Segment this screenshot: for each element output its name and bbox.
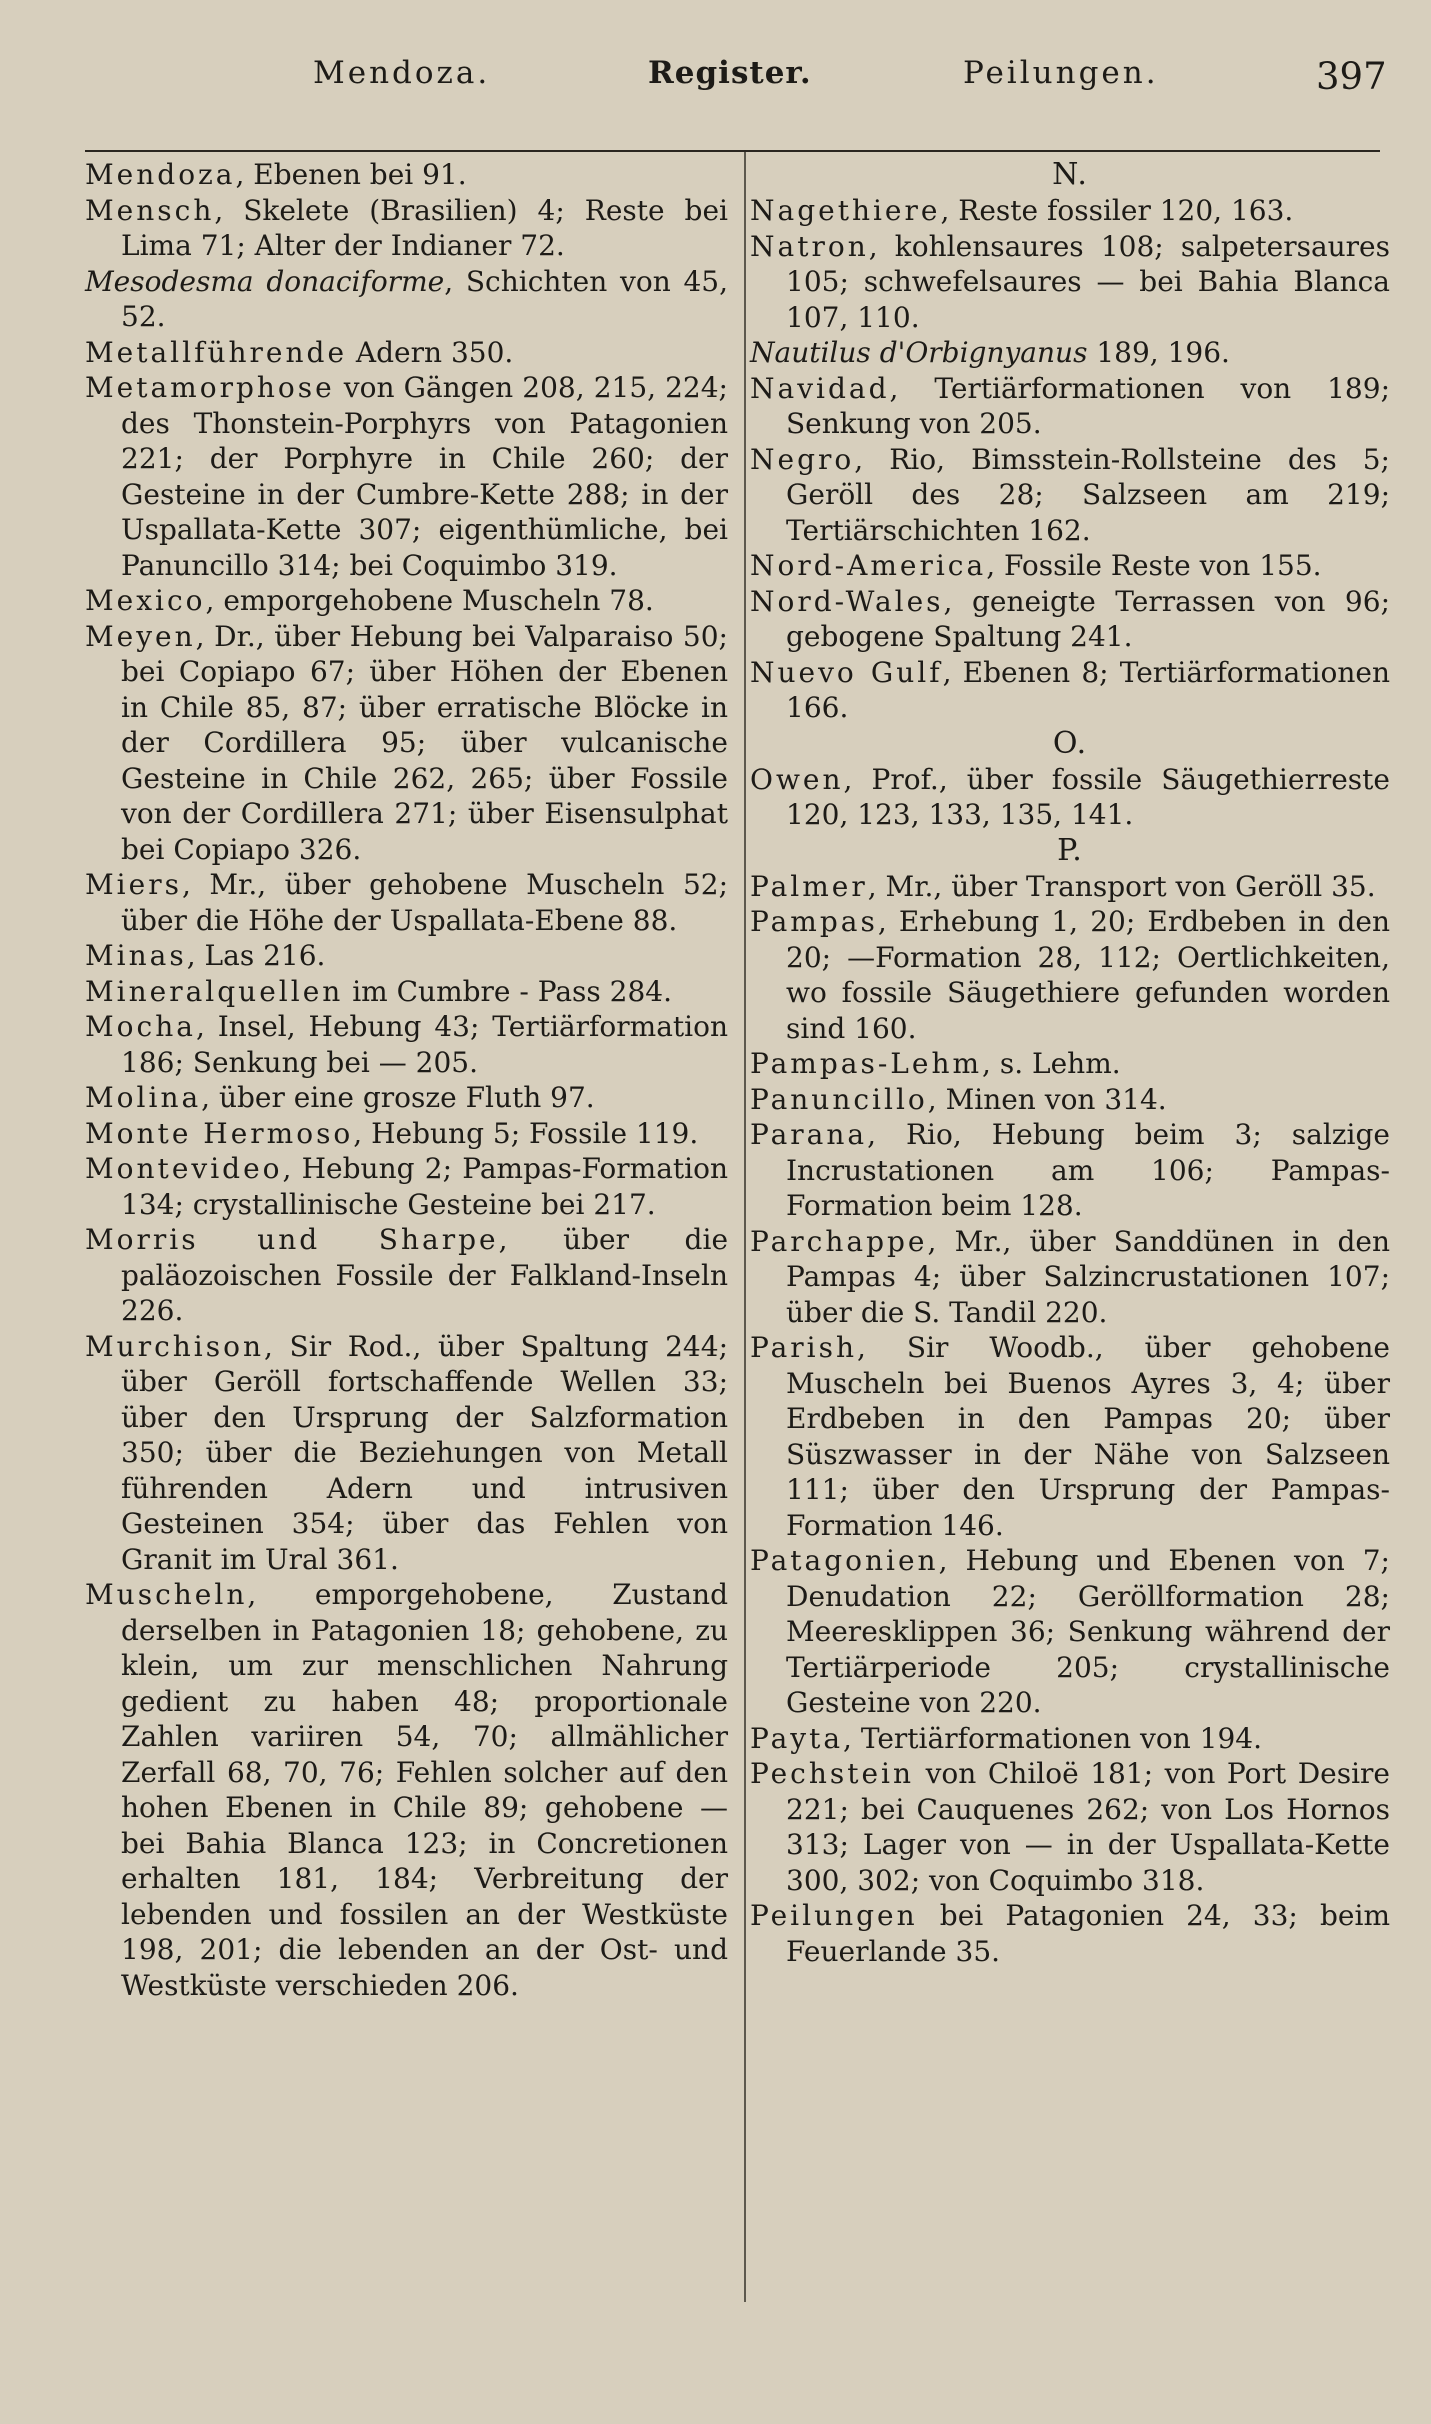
entry-text: , Ebenen 8; Tertiärformationen 166. — [786, 655, 1390, 724]
index-entry — [85, 264, 728, 335]
index-entry — [750, 229, 1390, 336]
index-entry — [750, 1082, 1390, 1118]
index-entry — [85, 1080, 728, 1116]
entry-text: , Mr., über Sanddünen in den Pampas 4; über Salzincrustationen 107; über die S. Tandil 220. — [786, 1224, 1390, 1329]
index-entry — [750, 335, 1390, 371]
entry-text: , Rio, Hebung beim 3; salzige Incrustationen am 106; Pampas-Formation beim 128. — [786, 1118, 1390, 1222]
index-entry — [750, 869, 1390, 905]
header-left-term: Mendoza. — [313, 55, 491, 91]
entry-term: Patagonien — [750, 1544, 939, 1577]
entry-term: Pampas-Lehm — [750, 1047, 983, 1080]
entry-term: Parchappe — [750, 1224, 928, 1258]
entry-term: Payta — [750, 1721, 844, 1755]
entry-text: von Chiloë 181; von Port Desire 221; bei Cauquenes 262; von Los Hornos 313; Lager von — in der Uspallata-Kette 300, 302; von Coquimbo 318. — [786, 1757, 1390, 1897]
index-entry — [85, 1116, 728, 1152]
index-entry — [750, 655, 1390, 726]
entry-text: , emporgehobene, Zustand derselben in Patagonien 18; gehobene, zu klein, um zur menschlichen Nahrung gedient zu haben 48; proportionale Zahlen variiren 54, 70; allmählicher Zerfall 68, 70, 76; Fehlen solcher auf den hohen Ebenen in Chile 89; gehobene — bei Bahia Blanca 123; in Concretionen erhalten 181, 184; Verbreitung der lebenden und fossilen an der Westküste 198, 201; die lebenden an der Ost- und Westküste verschieden 206. — [121, 1578, 728, 2002]
entry-text: , über die paläozoischen Fossile der Falkland-Inseln 226. — [121, 1223, 729, 1327]
index-entry — [85, 583, 728, 619]
index-entry — [750, 1330, 1390, 1543]
index-entry — [85, 1577, 728, 2003]
entry-text: , s. Lehm. — [982, 1047, 1121, 1080]
entry-term: Nord-Wales — [750, 584, 944, 618]
header-title: Register. — [648, 55, 812, 91]
index-entry — [85, 193, 728, 264]
entry-term: Montevideo — [85, 1152, 283, 1185]
left-column — [85, 157, 728, 2003]
entry-term: Peilungen — [750, 1899, 918, 1932]
entry-text: , Fossile Reste von 155. — [986, 549, 1322, 582]
entry-text: , emporgehobene Muscheln 78. — [205, 584, 654, 617]
index-entry — [750, 442, 1390, 549]
index-entry — [750, 193, 1390, 229]
index-entry — [750, 1543, 1390, 1721]
entry-term: Miers — [85, 868, 182, 901]
index-entry — [85, 867, 728, 938]
index-entry — [750, 904, 1390, 1046]
entry-term: Morris und Sharpe — [85, 1223, 499, 1256]
entry-text: , Reste fossiler 120, 163. — [940, 194, 1294, 227]
entry-term: Nord-America — [750, 549, 987, 582]
entry-text: von Gängen 208, 215, 224; des Thonstein-Porphyrs von Patagonien 221; der Porphyre in Chile 260; der Gesteine in der Cumbre-Kette 288; in der Uspallata-Kette 307; eigenthümliche, bei Panuncillo 314; bei Coquimbo 319. — [121, 371, 728, 582]
header-right-term: Peilungen. — [963, 55, 1159, 91]
entry-text: , Tertiärformationen von 189; Senkung von 205. — [786, 371, 1390, 440]
index-entry — [750, 371, 1390, 442]
entry-term: Parana — [750, 1118, 868, 1151]
index-entry — [750, 1756, 1390, 1898]
page-number: 397 — [1316, 55, 1387, 98]
section-letter: N. — [1052, 157, 1088, 192]
entry-text: , Las 216. — [186, 939, 326, 972]
index-entry — [750, 548, 1390, 584]
entry-term: Mocha — [85, 1010, 196, 1043]
entry-term: Minas — [85, 939, 187, 972]
index-entry — [750, 1117, 1390, 1224]
entry-text: bei Patagonien 24, 33; beim Feuerlande 35. — [786, 1899, 1390, 1968]
index-entry — [85, 1151, 728, 1222]
section-letter: P. — [1057, 832, 1083, 868]
entry-term: Natron — [750, 229, 869, 263]
entry-text: , Sir Woodb., über gehobene Muscheln bei Buenos Ayres 3, 4; über Erdbeben in den Pampas 20; über Süszwasser in der Nähe von Salzseen 111; über den Ursprung der Pampas-Formation 146. — [786, 1331, 1390, 1542]
entry-text: , Erhebung 1, 20; Erdbeben in den 20; —Formation 28, 112; Oertlichkeiten, wo fossile Säugethiere gefunden worden sind 160. — [786, 905, 1390, 1045]
index-entry — [85, 1009, 728, 1080]
entry-term: Mendoza — [85, 158, 236, 191]
entry-term: Metamorphose — [85, 371, 335, 404]
entry-text: , Mr., über gehobene Muscheln 52; über die Höhe der Uspallata-Ebene 88. — [121, 868, 728, 937]
index-entry — [85, 1222, 728, 1329]
entry-text: , Prof., über fossile Säugethierreste 120, 123, 133, 135, 141. — [786, 762, 1390, 831]
index-entry — [85, 157, 728, 193]
entry-text: , Hebung 5; Fossile 119. — [353, 1116, 699, 1150]
entry-term: Murchison — [85, 1329, 265, 1363]
entry-text: , Schichten von 45, 52. — [121, 264, 728, 333]
entry-term: Mineralquellen — [85, 974, 344, 1008]
entry-text: , Ebenen bei 91. — [235, 158, 467, 191]
entry-term: Mensch — [85, 193, 215, 227]
entry-text: , kohlensaures 108; salpetersaures 105; schwefelsaures — bei Bahia Blanca 107, 110. — [786, 229, 1390, 334]
entry-term: Mesodesma donaciforme — [85, 264, 445, 298]
entry-text: , Rio, Bimsstein-Rollsteine des 5; Geröll des 28; Salzseen am 219; Tertiärschichten 162. — [786, 442, 1390, 547]
index-entry — [750, 1898, 1390, 1969]
entry-text: , Hebung und Ebenen von 7; Denudation 22; Geröllformation 28; Meeresklippen 36; Senkung während der Tertiärperiode 205; crystallinische Gesteine von 220. — [786, 1544, 1390, 1719]
entry-term: Molina — [85, 1081, 202, 1114]
entry-term: Nagethiere — [750, 194, 941, 227]
index-entry — [85, 619, 728, 868]
entry-text: , über eine grosze Fluth 97. — [201, 1081, 595, 1114]
entry-text: , Hebung 2; Pampas-Formation 134; crystallinische Gesteine bei 217. — [121, 1152, 728, 1221]
entry-term: Nuevo Gulf — [750, 655, 943, 689]
entry-term: Palmer — [750, 869, 868, 903]
entry-text: , Sir Rod., über Spaltung 244; über Geröll fortschaffende Wellen 33; über den Ursprung der Salzformation 350; über die Beziehungen von Metall führenden Adern und intrusiven Gesteinen 354; über das Fehlen von Granit im Ural 361. — [121, 1329, 728, 1576]
column-divider — [744, 152, 746, 2302]
entry-term: Parish — [750, 1331, 858, 1364]
index-entry — [85, 974, 728, 1010]
index-entry — [750, 1721, 1390, 1757]
section-letter: O. — [1052, 725, 1088, 761]
header-rule — [85, 150, 1380, 152]
entry-text: , Dr., über Hebung bei Valparaiso 50; bei Copiapo 67; über Höhen der Ebenen in Chile 85, 87; über erratische Blöcke in der Cordillera 95; über vulcanische Gesteine in Chile 262, 265; über Fossile von der Cordillera 271; über Eisensulphat bei Copiapo 326. — [121, 619, 728, 866]
index-entry — [85, 938, 728, 974]
entry-text: , Minen von 314. — [927, 1082, 1167, 1116]
right-column — [750, 157, 1390, 1969]
entry-text: , geneigte Terrassen von 96; gebogene Spaltung 241. — [786, 584, 1390, 653]
entry-term: Mexico — [85, 584, 206, 617]
entry-text: Adern 350. — [347, 335, 514, 369]
index-entry — [750, 1224, 1390, 1331]
entry-term: Pechstein — [750, 1757, 915, 1790]
index-entry — [750, 584, 1390, 655]
entry-term: Metallführende — [85, 335, 348, 369]
entry-text: im Cumbre - Pass 284. — [343, 974, 673, 1008]
index-entry — [85, 370, 728, 583]
entry-term: Nautilus d'Orbignyanus — [750, 336, 1088, 369]
entry-term: Meyen — [85, 619, 196, 653]
entry-text: , Insel, Hebung 43; Tertiärformation 186; Senkung bei — 205. — [121, 1010, 728, 1079]
entry-term: Muscheln — [85, 1578, 248, 1611]
entry-term: Owen — [750, 762, 844, 796]
entry-term: Monte Hermoso — [85, 1116, 354, 1150]
entry-term: Pampas — [750, 905, 878, 938]
entry-text: , Mr., über Transport von Geröll 35. — [867, 869, 1376, 903]
entry-text: 189, 196. — [1087, 336, 1230, 369]
index-entry — [85, 335, 728, 371]
running-header — [0, 55, 1431, 99]
entry-term: Panuncillo — [750, 1082, 928, 1116]
entry-text: , Tertiärformationen von 194. — [843, 1721, 1262, 1755]
index-entry — [750, 1046, 1390, 1082]
entry-term: Navidad — [750, 371, 890, 405]
entry-term: Negro — [750, 442, 855, 476]
entry-text: , Skelete (Brasilien) 4; Reste bei Lima 71; Alter der Indianer 72. — [121, 193, 728, 262]
index-entry — [85, 1329, 728, 1578]
index-entry — [750, 762, 1390, 833]
